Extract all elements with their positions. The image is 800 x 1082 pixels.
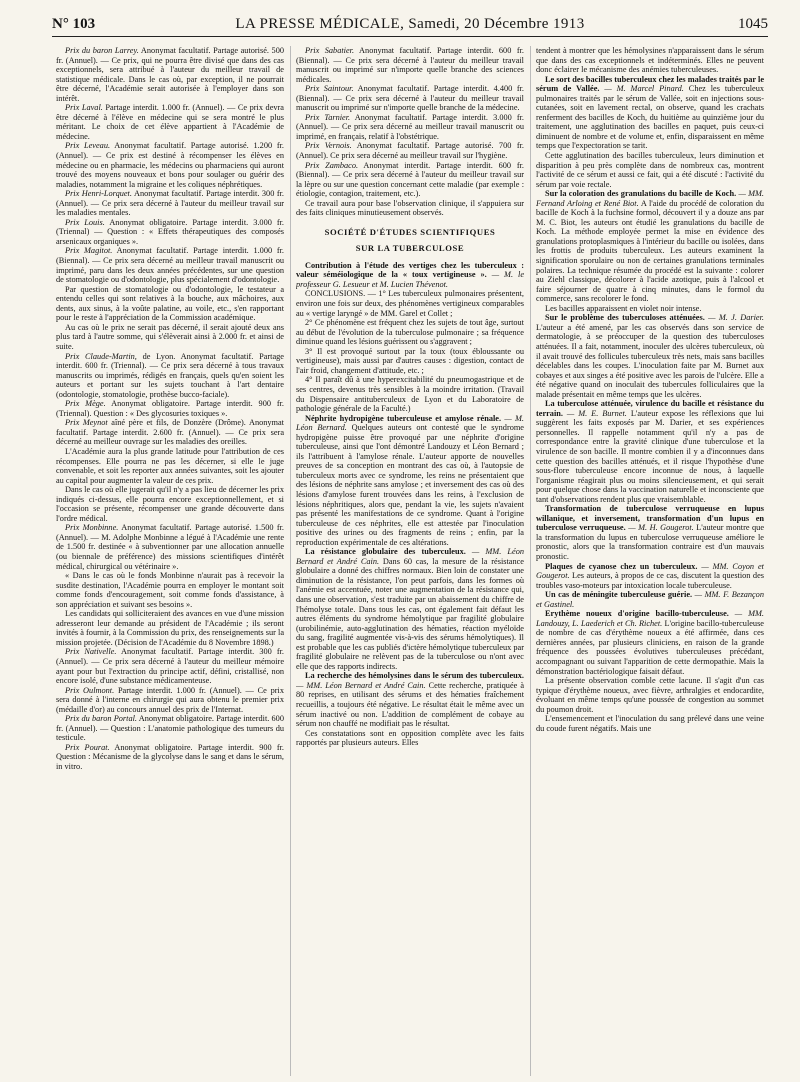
abstract-title: La tuberculose atténuée, virulence du bacille et résistance du terrain. bbox=[536, 399, 764, 418]
abstract-text: L'ensemencement et l'inoculation du sang prélevé dans une veine du coude furent négatifs. Mais une bbox=[536, 714, 764, 733]
prize-text: Anonymat facultatif. Partage autorisé. 1.200 fr. (Annuel). — Ce prix est destiné à récompenser les élèves en médecine ou en pharmacie, les médecins ou pharmaciens qui auront trouvé des moyens nouveaux et bons pour soulager ou guérir des maladies, notamment la migraine et les coliques néphrétiques. bbox=[56, 141, 284, 189]
prize-name: Prix du baron Larrey. bbox=[65, 46, 139, 55]
abstract-entry bbox=[536, 313, 764, 399]
abstract-text: L'auteur montre que la transformation du lupus en tuberculose verruqueuse améliore le pronostic, alors que la transformation contraire est d'un mauvais pronostic. bbox=[536, 523, 764, 561]
abstract-paragraph bbox=[536, 676, 764, 714]
prize-paragraph bbox=[56, 352, 284, 400]
prize-text: Anonymat facultatif. Partage interdit. 4.400 fr. (Biennal). — Ce prix sera décerné à l'auteur du meilleur travail manuscrit ou imprimé sur n'importe quelle branche de la médecine. bbox=[296, 84, 524, 113]
prize-text: Les candidats qui solliciteraient des avances en vue d'une mission adresseront leur demande au président de l'Académie ; ils seront invités à fournir, à la Commission du prix, des renseignements sur la mission projetée. (Décision de l'Académie du 8 Novembre 1898.) bbox=[56, 609, 284, 647]
abstract-entry bbox=[536, 399, 764, 504]
prize-name: Prix Tarnier. bbox=[305, 112, 351, 122]
column-middle bbox=[296, 46, 524, 1076]
prize-paragraph bbox=[56, 447, 284, 485]
prize-paragraph bbox=[56, 141, 284, 189]
abstracts-middle bbox=[296, 261, 524, 748]
abstract-title: Néphrite hydropigène tuberculeuse et amylose rénale. bbox=[305, 413, 502, 423]
abstract-authors: — MM. Léon Bernard et André Cain. bbox=[296, 547, 524, 566]
prize-text: Anonymat obligatoire. Partage interdit. 900 fr. (Triennal). Question : « Des glycosuries toxiques ». bbox=[56, 399, 284, 418]
prize-name: Prix Magitot. bbox=[65, 246, 113, 256]
prizes-continued bbox=[296, 46, 524, 218]
column-rule-1 bbox=[290, 46, 291, 1076]
abstract-title: Sur la coloration des granulations du bacille de Koch. bbox=[545, 189, 737, 199]
abstract-paragraph bbox=[296, 347, 524, 376]
prize-name: Prix Louis. bbox=[65, 217, 105, 227]
abstract-title: La recherche des hémolysines dans le sérum des tuberculeux. bbox=[305, 671, 524, 681]
abstract-entry bbox=[296, 671, 524, 728]
abstract-authors: — MM. Fernand Arloing et René Biot. bbox=[536, 189, 764, 208]
abstract-paragraph bbox=[536, 714, 764, 733]
abstract-paragraph bbox=[296, 318, 524, 347]
prize-text: aîné père et fils, de Donzère (Drôme). Anonymat facultatif. Partage interdit. 2.600 fr. (Annuel). — Ce prix sera décerné au meilleur ouvrage sur les maladies des oreilles. bbox=[56, 418, 284, 447]
prize-text: Anonymat facultatif. Partage interdit. 300 fr. (Annuel). — Ce prix sera décerné à l'auteur du meilleur mémoire ayant pour but l'extraction du principe actif, défini, cristallisé, non encore isolé, d'une substance médicamenteuse. bbox=[56, 647, 284, 686]
abstract-paragraph bbox=[536, 46, 764, 75]
abstract-entry bbox=[536, 590, 764, 609]
prize-name: Prix Sabatier. bbox=[305, 46, 355, 55]
prize-name: Prix Claude-Martin, bbox=[65, 351, 137, 361]
abstract-text: 4° Il paraît dû à une hyperexcitabilité du pneumogastrique et de ses centres, devenus très sensibles à la moindre irritation. (Travail du Dispensaire antituberculeux de Lyon et du Laboratoire de pathologie générale de la Faculté.) bbox=[296, 375, 524, 414]
prize-text: « Dans le cas où le fonds Monbinne n'aurait pas à recevoir la susdite destination, l'Académie pourra en employer le montant soit comme fonds d'encouragement, soit comme fonds d'assistance, à son appréciation et suivant ses besoins ». bbox=[56, 571, 284, 609]
prize-text: Anonymat facultatif. Partage autorisé. 500 fr. (Annuel). — Ce prix, qui ne pourra être divisé que dans des cas exceptionnels, sera attribué à l'auteur du meilleur travail de statistique médicale. Dans le cas où, par exception, il ne pourrait être décerné, l'Académie serait autorisée à l'employer dans son intérêt. bbox=[56, 46, 284, 103]
abstract-authors: — M. le professeur G. Lesueur et M. Lucien Thévenot. bbox=[296, 270, 524, 289]
prize-paragraph bbox=[56, 609, 284, 647]
abstract-entry bbox=[296, 414, 524, 548]
abstract-title: Plaques de cyanose chez un tuberculeux. bbox=[545, 561, 698, 571]
prize-paragraph bbox=[56, 218, 284, 247]
prize-text: Anonymat obligatoire. Partage interdit. 900 fr. Question : Mécanisme de la glycolyse dans le sang et dans le sérum, in vitro. bbox=[56, 742, 284, 772]
prize-paragraph bbox=[296, 141, 524, 160]
prize-paragraph bbox=[296, 199, 524, 218]
abstract-entry bbox=[296, 547, 524, 671]
abstract-text: A l'aide du procédé de coloration du bacille de Koch à la fuchsine formol, découvert il y a douze ans par M. C. Biot, les auteurs ont étudié les granulations du bacille de Koch. La méthode employée permet la mise en évidence des granulations protoplasmiques à l'intérieur du bacille ou isolées, dans les frottis de produits tuberculeux. Les auteurs examinent la signification sporulaire ou non de certaines granulations terminales polaires. La technique résumée du procédé est la suivante : colorer au Ziehl classique, décolorer à l'acide azotique, puis à l'alcool et faire séjourner de quatre à cinq minutes, dans le formol du commerce, sans recolorer le fond. bbox=[536, 198, 764, 304]
abstract-text: Cette agglutination des bacilles tuberculeux, leurs diminution et disparition à peu près complète dans de nombreux cas, montrent l'activité de ce sérum et aussi ce fait, qui a été discuté : l'activité du sérum par voie rectale. bbox=[536, 151, 764, 189]
abstract-entry bbox=[296, 261, 524, 290]
abstract-authors: — MM. Léon Bernard et André Cain. bbox=[296, 680, 426, 690]
abstract-authors: — M. E. Burnet. bbox=[562, 408, 627, 418]
abstract-authors: — M. Marcel Pinard. bbox=[599, 84, 684, 94]
abstract-text: L'auteur expose les réflexions que lui suggèrent les faits exposés par M. Darier, et ses expériences personnelles. Il rappelle notamment qu'il n'y a pas de correspondance entre la gravité clinique d'une tuberculose et la virulence de son bacille. Il montre combien il y a d'inconnues dans cette question des bacilles atténués, et il risque l'hypothèse d'une sous-flore tuberculeuse encore inconnue de nous, à laquelle l'organisme réagirait plus ou moins silencieusement, et qui serait pour quelque chose dans la vaccination naturelle et inconsciente que tant d'observations rendent plus que vraisemblable. bbox=[536, 408, 764, 504]
abstract-text: Les bacilles apparaissent en violet noir intense. bbox=[545, 303, 702, 313]
prize-paragraph bbox=[56, 46, 284, 103]
column-prizes-left bbox=[56, 46, 284, 1076]
prize-paragraph bbox=[56, 686, 284, 715]
abstract-entry bbox=[536, 609, 764, 676]
prize-name: Prix Zambaco. bbox=[305, 160, 359, 170]
prize-text: Anonymat facultatif. Partage interdit. 300 fr. (Annuel). — Ce prix sera décerné à l'auteur du meilleur travail sur les maladies mentales. bbox=[56, 189, 284, 218]
prize-name: Prix Meynot bbox=[65, 418, 108, 428]
page-number: 1045 bbox=[738, 16, 768, 32]
prize-text: Ce travail aura pour base l'observation clinique, il s'appuiera sur des faits cliniques minutieusement observés. bbox=[296, 198, 524, 218]
prize-paragraph bbox=[56, 285, 284, 323]
abstract-paragraph bbox=[296, 729, 524, 748]
abstract-text: 2° Ce phénomène est fréquent chez les sujets de tout âge, surtout au début de l'évolution de la tuberculose pulmonaire ; sa fréquence diminue quand les lésions guérissent ou s'aggravent ; bbox=[296, 318, 524, 347]
abstract-entry bbox=[536, 504, 764, 561]
abstract-authors: — MM. Coyon et Gougerot. bbox=[536, 561, 764, 581]
abstract-text: CONCLUSIONS. — 1° Les tuberculeux pulmonaires présentent, environ une fois sur deux, des phénomènes vertigineux comparables au « vertige laryngé » de MM. Garel et Collet ; bbox=[296, 289, 524, 318]
column-rule-2 bbox=[530, 46, 531, 1076]
issue-number: N° 103 bbox=[52, 16, 96, 32]
abstract-text: Quelques auteurs ont contesté que le syndrome hydropigène puisse être provoqué par une néphrite d'origine tuberculeuse, ainsi que l'ont démontré Landouzy et Léon Bernard ; ils l'attribuent à l'amylose rénale. L'auteur apporte de nouvelles preuves de sa conception en montrant des cas où, à l'autopsie de tuberculeux morts avec ce syndrome, les reins ne présentaient que des lésions de néphrite sans amylose ; et inversement des cas où des lésions d'amylose furent trouvées dans les reins, à l'exclusion de lésions néphritiques, alors que, pendant la vie, les sujets n'avaient pas présenté les manifestations de ce syndrome. Quant à l'origine tuberculeuse de ces néphrites, elle est attestée par l'inoculation positive des urines ou des fragments de reins ; enfin, par la reproduction expérimentale de ces altérations. bbox=[296, 423, 524, 547]
abstract-text: tendent à montrer que les hémolysines n'apparaissent dans le sérum que dans des cas exceptionnels et indéterminés. Elles ne peuvent donc éclairer le mécanisme des anémies tuberculeuses. bbox=[536, 46, 764, 75]
prize-name: Prix Henri-Lorquet. bbox=[65, 189, 132, 199]
prize-text: Dans le cas où elle jugerait qu'il n'y a pas lieu de décerner les prix indiqués ci-dessus, elle pourra encore exceptionnellement, et si l'occasion se présente, récompenser une grande découverte dans l'ordre médical. bbox=[56, 485, 284, 523]
prize-text: de Lyon. Anonymat facultatif. Partage interdit. 600 fr. (Triennal). — Ce prix sera décerné à tous travaux manuscrits ou imprimés, rédigés en français, quels qu'en soient les auteurs et portant sur les sujets touchant à l'art dentaire (odontologie, stomatologie, prothèse bucco-faciale). bbox=[56, 351, 284, 399]
abstract-text: Cette recherche, pratiquée à 80 reprises, en utilisant des sérums et des hématies fraîchement recueillis, a toujours été négative. Le résultat était le même avec un sérum inactivé ou non. L'addition de complément de cobaye au sérum non chauffé ne modifiait pas le résultat. bbox=[296, 680, 524, 729]
abstract-authors: — M. J. Darier. bbox=[704, 313, 764, 323]
prize-text: Anonymat facultatif. Partage interdit. 600 fr. (Biennal). — Ce prix sera décerné à l'auteur du meilleur travail manuscrit ou imprimé sur n'importe quelle branche des sciences médicales. bbox=[296, 46, 524, 84]
abstract-text: La présente observation comble cette lacune. Il s'agit d'un cas typique d'érythème noueux, avec fièvre, arthralgies et endocardite, évoluant en même temps qu'une poussée de congestion au sommet du poumon droit. bbox=[536, 676, 764, 714]
abstract-text: Les auteurs, à propos de ce cas, discutent la question des troubles vaso-moteurs par intoxication locale tuberculeuse. bbox=[536, 571, 764, 590]
abstract-title: Un cas de méningite tuberculeuse guérie. bbox=[545, 590, 693, 600]
prize-name: Prix Monbinne. bbox=[65, 523, 119, 533]
prize-text: Anonymat facultatif. Partage autorisé. 1.500 fr. (Annuel). — M. Adolphe Monbinne a légué à l'Académie une rente de 1.500 fr. destinée « à subventionner par une allocation annuelle (ou biennale de préférence) des missions scientifiques d'intérêt médical, chirurgical ou vétérinaire ». bbox=[56, 523, 284, 571]
prize-paragraph bbox=[56, 103, 284, 141]
prize-text: Anonymat facultatif. Partage interdit. 1.000 fr. (Biennal). — Ce prix sera décerné au meilleur travail manuscrit ou imprimé, paru dans les deux années précédentes, sur une question de stomatologie ou d'odontologie, plus spécialement d'odontologie. bbox=[56, 246, 284, 285]
prize-paragraph bbox=[56, 323, 284, 352]
abstract-entry bbox=[536, 562, 764, 591]
prize-name: Prix Saintour. bbox=[305, 84, 354, 94]
page-header bbox=[52, 14, 768, 37]
prize-paragraph bbox=[56, 743, 284, 772]
abstract-paragraph bbox=[536, 304, 764, 314]
abstract-text: Dans 60 cas, la mesure de la résistance globulaire a donné des chiffres normaux. Bien loin de constater une diminution de la résistance, l'on peut parfois, dans les formes où l'anémie est accentuée, noter une augmentation de la résistance qui, dans une observation, s'est traduite par un abaissement du chiffre de l'hémolyse totale. Dans tous les cas, ont également fait défaut les autres éléments du syndrome hémolytique par fragilité globulaire (urobilinémie, auto-agglutination des hématies, réaction myéloïde du sang, fragilité augmentée vis-à-vis des sérums hémolytiques). Il est probable que les cas publiés d'ictère hémolytique tuberculeux par fragilité globulaire ne relèvent pas de la tuberculose ou n'ont avec elle que des rapports indirects. bbox=[296, 556, 524, 671]
prize-paragraph bbox=[296, 161, 524, 199]
abstract-title: Erythème noueux d'origine bacillo-tuberculeuse. bbox=[545, 609, 729, 619]
prize-paragraph bbox=[56, 189, 284, 218]
abstract-paragraph bbox=[296, 375, 524, 413]
prize-text: Anonymat facultatif. Partage interdit. 3.000 fr. (Annuel). — Ce prix sera décerné au meilleur travail manuscrit ou imprimé, en français, relatif à l'obstétrique. bbox=[296, 112, 524, 141]
prize-text: Partage interdit. 1.000 fr. (Annuel). — Ce prix devra être décerné à l'élève en médecine qui se sera montré le plus méritant. Le choix de cet élève appartient à l'Académie de médecine. bbox=[56, 103, 284, 141]
prize-name: Prix Oulmont. bbox=[65, 685, 115, 695]
abstract-title: Sur le problème des tuberculoses atténuées. bbox=[545, 313, 705, 323]
prize-text: Anonymat interdit. Partage interdit. 600 fr. (Biennal). — Ce prix sera décerné à l'auteur du meilleur travail sur la lèpre ou sur une question concernant cette maladie (par exemple : étiologie, contagion, traitement, etc.). bbox=[296, 160, 524, 199]
prize-text: Au cas où le prix ne serait pas décerné, il serait ajouté deux ans plus tard à l'autre somme, qui s'élèverait ainsi à 2.000 fr. et ainsi de suite. bbox=[56, 322, 284, 351]
prize-name: Prix du baron Portal. bbox=[65, 714, 137, 724]
abstract-title: La résistance globulaire des tuberculeux. bbox=[305, 547, 466, 557]
prize-paragraph bbox=[296, 84, 524, 113]
abstract-text: Ces constatations sont en opposition complète avec les faits rapportés par plusieurs auteurs. Elles bbox=[296, 728, 524, 748]
abstract-text: Chez les tuberculeux pulmonaires traités par le sérum de Vallée, soit en injections sous-cutanées, soit en lavement rectal, on observe, quand les crachats renferment des bacilles de Koch, du huitième au quinzième jour du traitement, une agglutination des bacilles en paquet, puis ceux-ci diminuent de nombre et de volume et, enfin, disparaissent en même temps que l'expectoration se tarit. bbox=[536, 84, 764, 151]
abstract-title: Contribution à l'étude des vertiges chez les tuberculeux : valeur séméiologique de la « toux vertigineuse ». bbox=[296, 260, 524, 280]
prize-name: Prix Pourat. bbox=[65, 742, 110, 752]
prize-paragraph bbox=[56, 714, 284, 743]
journal-title: LA PRESSE MÉDICALE, Samedi, 20 Décembre 1913 bbox=[235, 16, 585, 32]
abstract-authors: — MM. Landouzy, L. Laederich et Ch. Richet. bbox=[536, 609, 764, 628]
prize-paragraph bbox=[56, 571, 284, 609]
prize-text: Anonymat facultatif. Partage autorisé. 700 fr. (Annuel). Ce prix sera décerné au meilleur travail sur l'hygiène. bbox=[296, 141, 524, 161]
column-abstracts-right bbox=[536, 46, 764, 1076]
abstract-paragraph bbox=[536, 151, 764, 189]
prize-paragraph bbox=[56, 246, 284, 284]
abstract-text: L'origine bacillo-tuberculeuse de nombre de cas d'érythème noueux a été affirmée, dans ces dernières années, par plusieurs cliniciens, en raison de la grande fréquence des poussées évolutives tuberculeuses précédant, accompagnant ou suivant l'apparition de cette dermopathie. Mais la démonstration bactériologique faisait défaut. bbox=[536, 618, 764, 676]
abstract-entry bbox=[536, 75, 764, 151]
prize-paragraph bbox=[56, 399, 284, 418]
prize-paragraph bbox=[56, 418, 284, 447]
prize-text: Partage interdit. 1.000 fr. (Annuel). — Ce prix sera donné à l'interne en chirurgie qui aura obtenu le premier prix (médaille d'or) au concours annuel des prix de l'Internat. bbox=[56, 685, 284, 714]
prize-text: L'Académie aura la plus grande latitude pour l'attribution de ces récompenses. Elle pourra ne pas les décerner, si elle le juge convenable, et soit les reporter aux années suivantes, soit les ajouter au capital pour augmenter la valeur de ces prix. bbox=[56, 446, 284, 485]
prize-text: Anonymat obligatoire. Partage interdit. 600 fr. (Annuel). — Question : L'anatomie pathologique des tumeurs du testicule. bbox=[56, 714, 284, 743]
abstract-entry bbox=[536, 189, 764, 304]
prize-paragraph bbox=[56, 647, 284, 685]
prize-paragraph bbox=[56, 523, 284, 571]
prize-name: Prix Nativelle. bbox=[65, 647, 117, 657]
prize-paragraph bbox=[56, 485, 284, 523]
prize-name: Prix Leveau. bbox=[65, 141, 111, 151]
abstract-title: Transformation de tuberculose verruqueuse en lupus willanique, et inversement, transformation d'un lupus en tuberculose verruqueuse. bbox=[536, 504, 764, 533]
abstract-authors: — M. Léon Bernard. bbox=[296, 413, 524, 433]
prize-paragraph bbox=[296, 113, 524, 142]
prize-text: Par question de stomatologie ou d'odontologie, le testateur a entendu celles qui sont relatives à la bouche, aux mâchoires, aux dents, aux sinus, à la voûte palatine, au voile, etc., s'en rapportant pour le reste à l'appréciation de la Commission académique. bbox=[56, 284, 284, 323]
section-subtitle: SUR LA TUBERCULOSE bbox=[355, 242, 465, 253]
abstract-paragraph bbox=[296, 289, 524, 318]
abstract-text: 3° Il est provoqué surtout par la toux (toux ébloussante ou vertigineuse), mais aussi par d'autres causes : digestion, contact de l'air froid, changement d'attitude, etc. ; bbox=[296, 346, 524, 375]
abstract-title: Le sort des bacilles tuberculeux chez les malades traités par le sérum de Vallée. bbox=[536, 74, 764, 94]
abstract-authors: — M. H. Gougerot. bbox=[625, 523, 694, 533]
prize-name: Prix Laval. bbox=[65, 103, 103, 113]
prize-paragraph bbox=[296, 46, 524, 84]
abstract-authors: — MM. F. Bezançon et Gastinel. bbox=[536, 590, 764, 609]
prize-name: Prix Vernois. bbox=[305, 141, 352, 151]
prize-text: Anonymat obligatoire. Partage interdit. 3.000 fr. (Triennal) — Question : « Effets thérapeutiques des composés arsenicaux organiques ». bbox=[56, 217, 284, 246]
section-title: SOCIÉTÉ D'ÉTUDES SCIENTIFIQUES bbox=[324, 226, 496, 237]
prize-name: Prix Mège. bbox=[65, 399, 106, 409]
abstract-text: L'auteur a été amené, par les cas observés dans son service de dermatologie, à se préoccuper de la question des tuberculoses atténuées. Il a fait, notamment, inoculer des ulcères tuberculeux, où il avait trouvé des follicules tuberculeux très nets, mais sans bacilles décelables dans les coupes. L'inoculation faite par M. Burnet aux cobayes et aux singes a été positive avec les parois de l'ulcère. Elle a été négative quand on inoculait des tubercules folliculaires que la malade présentait en même temps que les ulcères. bbox=[536, 322, 764, 399]
